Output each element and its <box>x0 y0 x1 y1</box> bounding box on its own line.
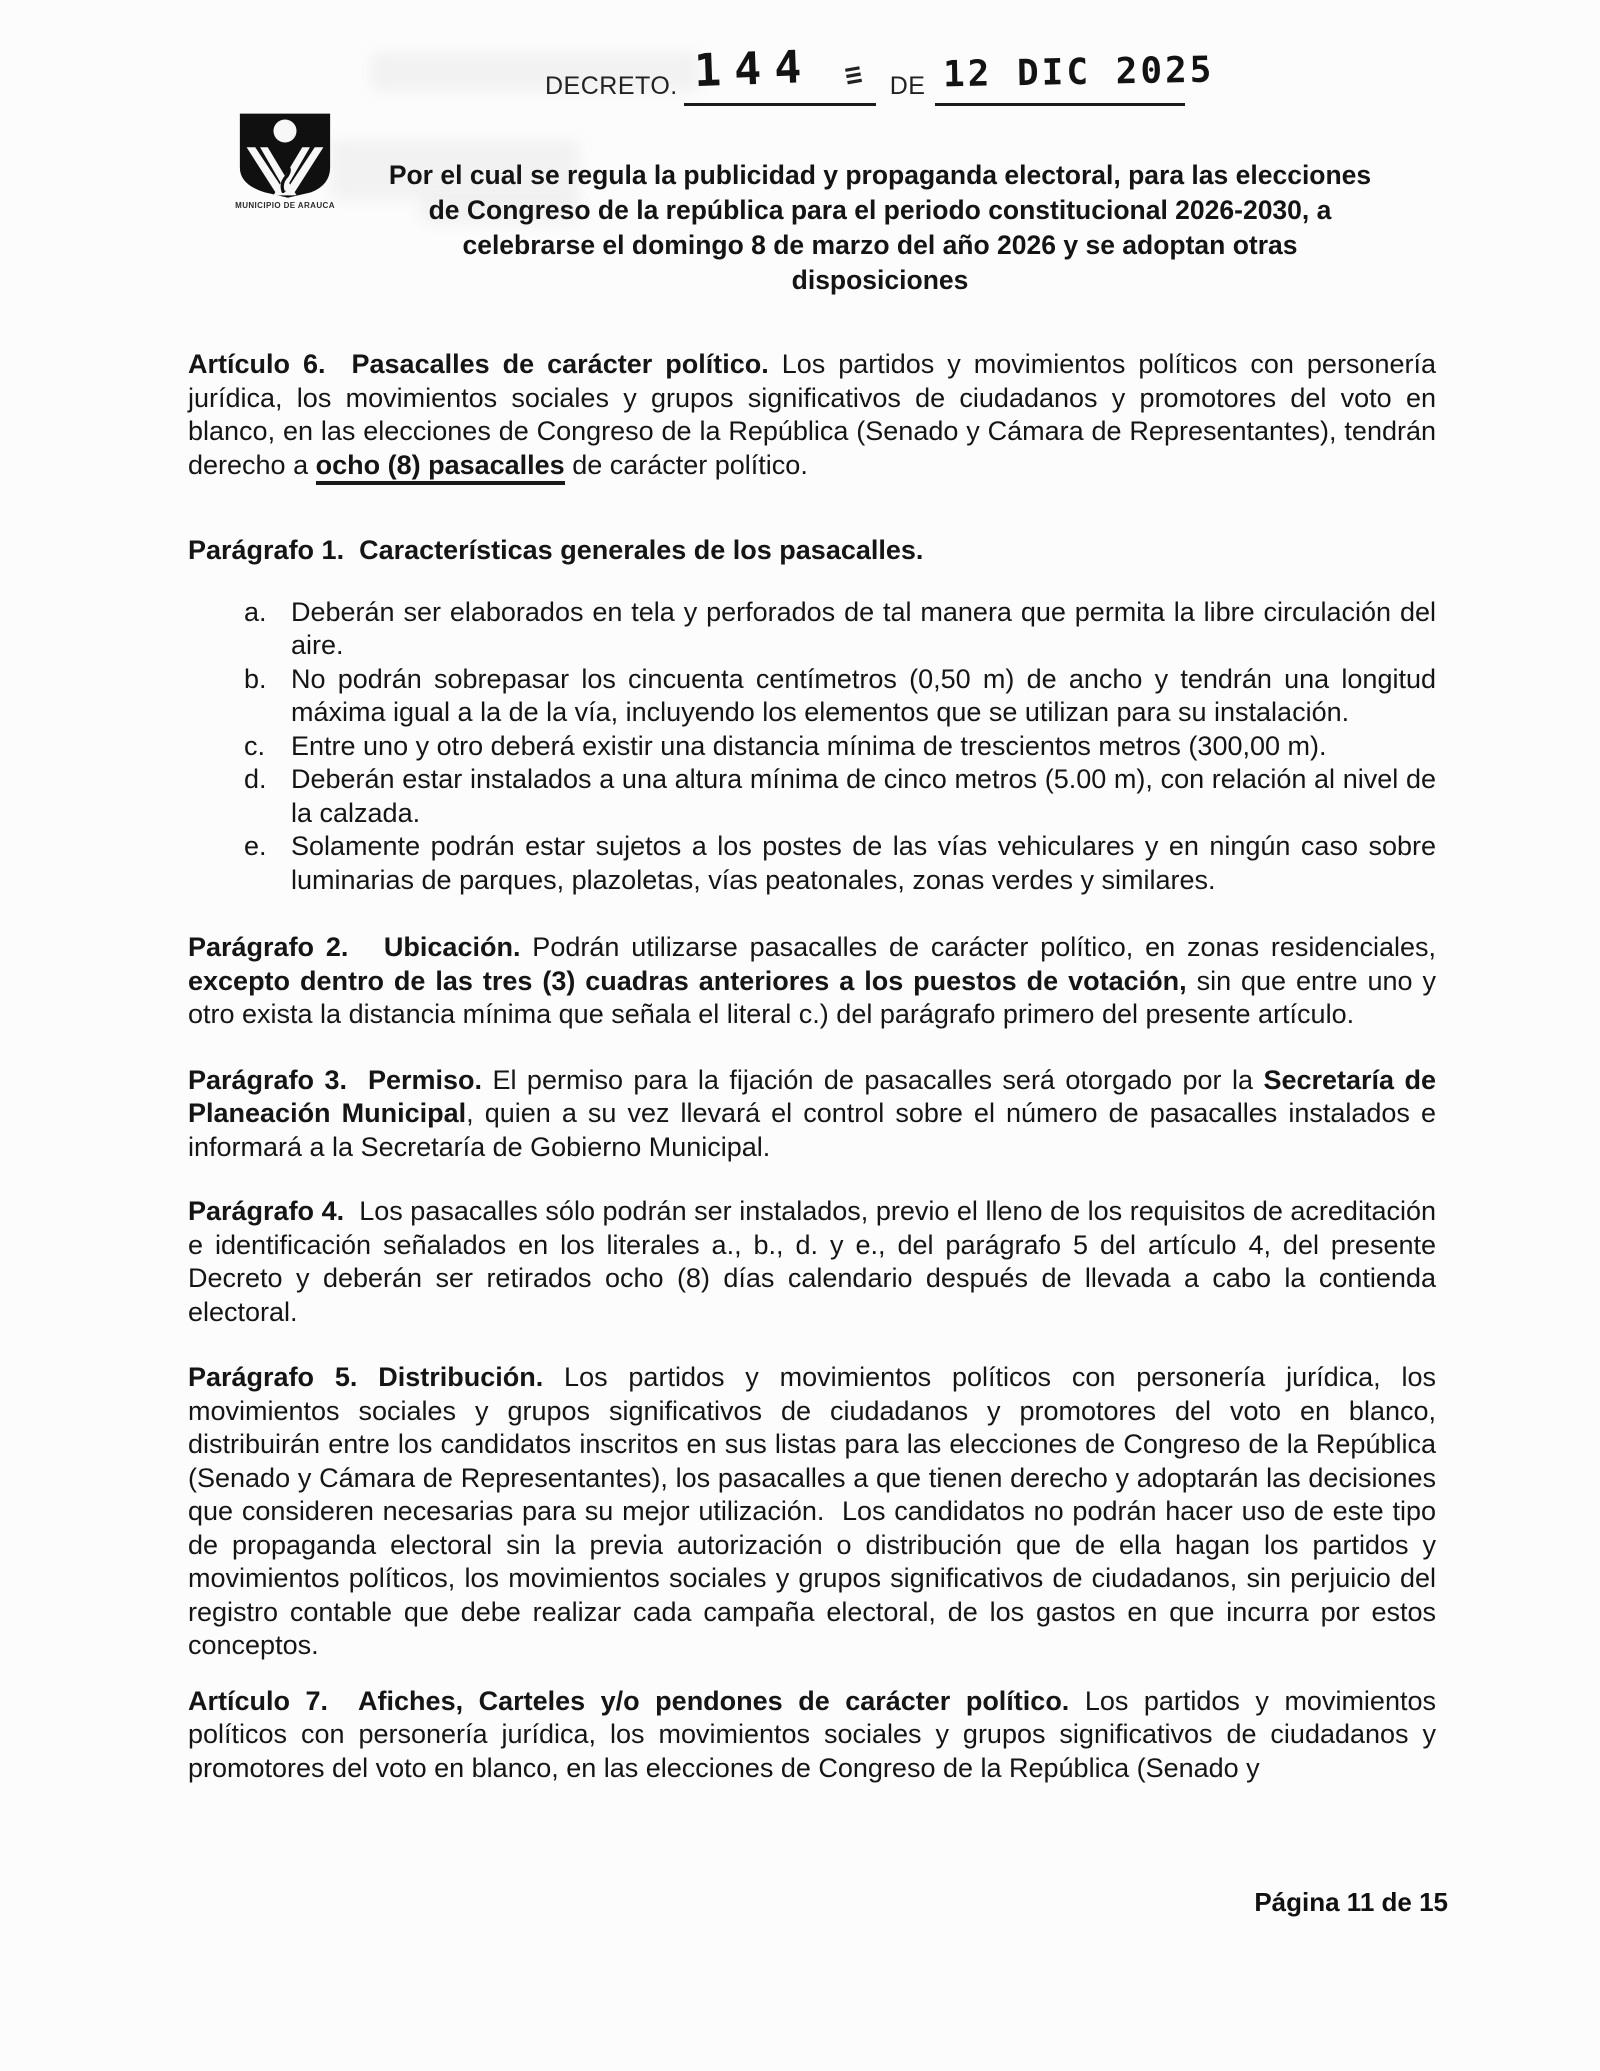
paragrafo-2-paragraph <box>188 931 1436 1032</box>
title-line: disposiciones <box>791 265 969 295</box>
list-marker: b. <box>244 663 267 694</box>
de-label: DE <box>889 72 926 100</box>
articulo-6-paragraph <box>188 348 1436 482</box>
paragrafo-2-heading: Parágrafo 2. Ubicación. <box>188 932 521 962</box>
title-line: Por el cual se regula la publicidad y propaganda electoral, para las elecciones <box>388 160 1372 190</box>
list-item-text: Deberán estar instalados a una altura mínima de cinco metros (5.00 m), con relación al nivel de la calzada. <box>291 764 1436 828</box>
paragrafo-2-text: Podrán utilizarse pasacalles de carácter político, en zonas residenciales, <box>520 932 1436 962</box>
paragrafo-3-bold-clause: Secretaría de Planeación Municipal <box>188 1064 1437 1128</box>
decree-body <box>188 348 1436 1785</box>
list-marker: e. <box>244 831 267 861</box>
decreto-number-blank <box>684 39 876 106</box>
paragrafo-2-bold-clause: excepto dentro de las tres (3) cuadras anteriores a los puestos de votación, <box>188 965 1187 996</box>
decreto-date-stamp: 12 DIC 2025 <box>943 49 1216 96</box>
paragrafo-3-paragraph <box>188 1064 1436 1165</box>
municipal-crest <box>230 110 340 210</box>
paragrafo-3-text-end: , quien a su vez llevará el control sobre el número de pasacalles instalados e informará a la Secretaría de Gobierno Municipal. <box>188 1098 1437 1162</box>
list-marker: d. <box>244 764 267 794</box>
paragrafo-3-heading: Parágrafo 3. Permiso. <box>188 1064 482 1095</box>
list-item-text: Deberán ser elaborados en tela y perforados de tal manera que permita la libre circulación del aire. <box>291 596 1436 660</box>
articulo-6-heading: Artículo 6. Pasacalles de carácter político. <box>188 349 769 379</box>
list-item-b <box>244 663 1436 730</box>
paragrafo-3-text: El permiso para la fijación de pasacalles será otorgado por la <box>482 1064 1264 1095</box>
list-item-d <box>244 763 1436 830</box>
title-line: de Congreso de la república para el periodo constitucional 2026-2030, a <box>428 195 1332 225</box>
stamp-smudge-icon: ≡ <box>842 56 865 93</box>
articulo-7-paragraph <box>188 1685 1436 1786</box>
list-item-a <box>244 596 1436 663</box>
paragrafo-5-text: Los partidos y movimientos políticos con personería jurídica, los movimientos sociales y grupos significativos de ciudadanos y promotores del voto en blanco, distribuirán entre los candidatos inscritos en sus listas para las elecciones de Congreso de la República (Senado y Cámara de Representantes), los pasacalles a que tienen derecho y adoptarán las decisiones que consideren necesarias para su mejor utilización. Los candidatos no podrán hacer uso de este tipo de propaganda electoral sin la previa autorización o distribución que de ella hagan los partidos y movimientos políticos, los movimientos sociales y grupos significativos de ciudadanos, sin perjuicio del registro contable que debe realizar cada campaña electoral, de los gastos en que incurra por estos conceptos. <box>188 1362 1436 1660</box>
list-marker: c. <box>244 730 266 761</box>
municipio-arauca-crest-icon <box>237 110 333 198</box>
list-item-c <box>244 730 1436 764</box>
decreto-label: DECRETO. <box>545 72 678 100</box>
articulo-6-text-end: de carácter político. <box>564 449 808 480</box>
title-line: celebrarse el domingo 8 de marzo del año 2026 y se adoptan otras <box>462 230 1298 260</box>
decree-header-row <box>545 39 1216 106</box>
paragrafo-4-heading: Parágrafo 4. <box>188 1196 345 1226</box>
paragrafo-1-heading: Parágrafo 1. Características generales de los pasacalles. <box>188 535 924 565</box>
paragrafo-4-text: Los pasacalles sólo podrán ser instalados, previo el lleno de los requisitos de acreditación e identificación señalados en los literales a., b., d. y e., del parágrafo 5 del artículo 4, del presente Decreto y deberán ser retirados ocho (8) días calendario después de llevada a cabo la contienda electoral. <box>188 1196 1436 1327</box>
page-number: Página 11 de 15 <box>1254 1887 1448 1917</box>
list-marker: a. <box>244 596 267 627</box>
paragrafo-5-heading: Parágrafo 5. Distribución. <box>188 1362 544 1392</box>
list-item-e <box>244 830 1436 897</box>
list-item-text: Solamente podrán estar sujetos a los postes de las vías vehiculares y en ningún caso sobre luminarias de parques, plazoletas, vías peatonales, zonas verdes y similares. <box>291 831 1436 895</box>
decreto-date-blank <box>935 49 1216 106</box>
list-item-text: No podrán sobrepasar los cincuenta centímetros (0,50 m) de ancho y tendrán una longitud máxima igual a la de la vía, incluyendo los elementos que se utilizan para su instalación. <box>291 663 1436 727</box>
paragrafo-2-text-end: sin que entre uno y otro exista la distancia mínima que señala el literal c.) del parágrafo primero del presente artículo. <box>188 965 1436 1029</box>
decree-title <box>360 158 1400 298</box>
paragrafo-1-list <box>188 596 1436 898</box>
articulo-6-text: Los partidos y movimientos políticos con personería jurídica, los movimientos sociales y grupos significativos de ciudadanos y promotores del voto en blanco, en las elecciones de Congreso de la República (Senado y Cámara de Representantes), tendrán derecho a <box>188 349 1436 480</box>
list-item-text: Entre uno y otro deberá existir una distancia mínima de trescientos metros (300,00 m). <box>291 730 1327 761</box>
articulo-7-heading: Artículo 7. Afiches, Carteles y/o pendones de carácter político. <box>188 1685 1070 1716</box>
decreto-number-stamp: 144 <box>692 39 815 98</box>
paragrafo-4-paragraph <box>188 1195 1436 1329</box>
articulo-7-text: Los partidos y movimientos políticos con personería jurídica, los movimientos sociales y grupos significativos de ciudadanos y promotores del voto en blanco, en las elecciones de Congreso de la República (Senado y <box>188 1685 1436 1783</box>
paragrafo-5-paragraph <box>188 1361 1436 1663</box>
crest-caption: MUNICIPIO DE ARAUCA <box>235 201 335 210</box>
articulo-6-highlight: ocho (8) pasacalles <box>316 450 565 485</box>
